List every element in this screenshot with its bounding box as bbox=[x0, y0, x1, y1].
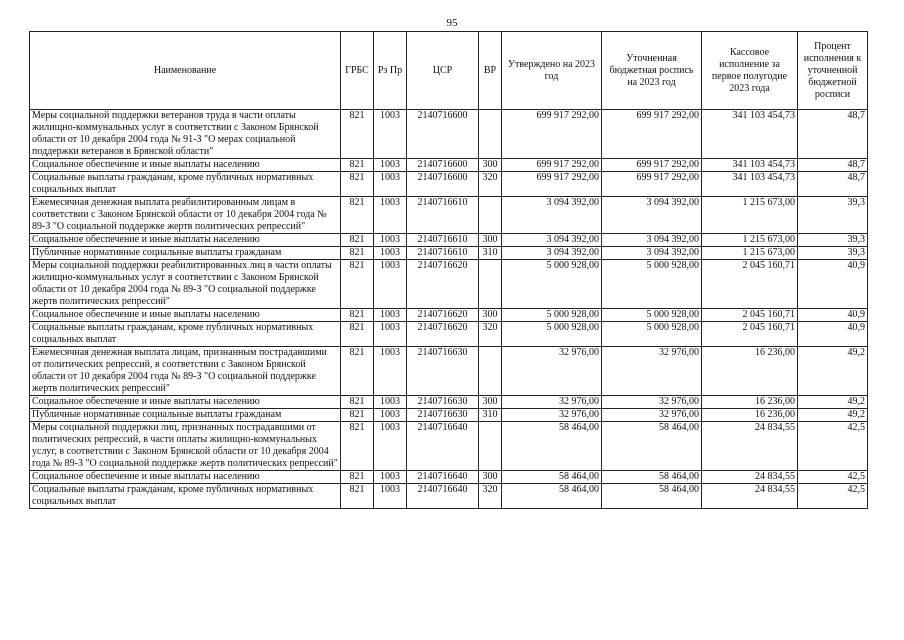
row-grbs: 821 bbox=[341, 396, 374, 409]
row-vr bbox=[479, 422, 502, 471]
row-vr: 300 bbox=[479, 309, 502, 322]
col-header-refined: Уточненная бюджетная роспись на 2023 год bbox=[602, 32, 702, 110]
row-rzpr: 1003 bbox=[374, 347, 407, 396]
row-refined: 699 917 292,00 bbox=[602, 110, 702, 159]
row-refined: 32 976,00 bbox=[602, 347, 702, 396]
row-refined: 58 464,00 bbox=[602, 471, 702, 484]
table-row bbox=[30, 347, 868, 396]
row-cash: 16 236,00 bbox=[702, 409, 798, 422]
row-name: Ежемесячная денежная выплата лицам, признанным пострадавшими от политических репрессий, в соответствии с Законом Брянской области от 10 декабря 2004 года № 89-З "О социальной поддержке жертв политических репрессий" bbox=[30, 347, 341, 396]
col-header-vr: ВР bbox=[479, 32, 502, 110]
row-grbs: 821 bbox=[341, 471, 374, 484]
row-percent: 42,5 bbox=[798, 484, 868, 509]
table-row bbox=[30, 260, 868, 309]
row-rzpr: 1003 bbox=[374, 471, 407, 484]
row-rzpr: 1003 bbox=[374, 247, 407, 260]
row-rzpr: 1003 bbox=[374, 396, 407, 409]
row-refined: 3 094 392,00 bbox=[602, 247, 702, 260]
row-name: Публичные нормативные социальные выплаты гражданам bbox=[30, 247, 341, 260]
row-approved: 58 464,00 bbox=[502, 422, 602, 471]
row-rzpr: 1003 bbox=[374, 159, 407, 172]
row-cash: 1 215 673,00 bbox=[702, 197, 798, 234]
table-row bbox=[30, 409, 868, 422]
row-name: Меры социальной поддержки лиц, признанных пострадавшими от политических репрессий, в части оплаты жилищно-коммунальных услуг, в соответствии с Законом Брянской области от 10 декабря 2004 года № 89-З "О социальной поддержке жертв политических репрессий" bbox=[30, 422, 341, 471]
row-csr: 2140716630 bbox=[407, 409, 479, 422]
row-percent: 40,9 bbox=[798, 260, 868, 309]
col-header-cash: Кассовое исполнение за первое полугодие 2023 года bbox=[702, 32, 798, 110]
row-csr: 2140716620 bbox=[407, 322, 479, 347]
col-header-name: Наименование bbox=[30, 32, 341, 110]
row-percent: 49,2 bbox=[798, 396, 868, 409]
row-percent: 39,3 bbox=[798, 197, 868, 234]
row-cash: 16 236,00 bbox=[702, 396, 798, 409]
col-header-csr: ЦСР bbox=[407, 32, 479, 110]
row-cash: 1 215 673,00 bbox=[702, 234, 798, 247]
row-grbs: 821 bbox=[341, 409, 374, 422]
row-csr: 2140716630 bbox=[407, 396, 479, 409]
row-csr: 2140716600 bbox=[407, 110, 479, 159]
row-name: Социальное обеспечение и иные выплаты населению bbox=[30, 159, 341, 172]
row-refined: 699 917 292,00 bbox=[602, 159, 702, 172]
row-percent: 42,5 bbox=[798, 471, 868, 484]
table-row bbox=[30, 197, 868, 234]
row-csr: 2140716620 bbox=[407, 260, 479, 309]
row-grbs: 821 bbox=[341, 260, 374, 309]
row-csr: 2140716600 bbox=[407, 172, 479, 197]
row-approved: 32 976,00 bbox=[502, 409, 602, 422]
row-cash: 24 834,55 bbox=[702, 471, 798, 484]
row-cash: 2 045 160,71 bbox=[702, 309, 798, 322]
row-percent: 39,3 bbox=[798, 234, 868, 247]
row-cash: 16 236,00 bbox=[702, 347, 798, 396]
row-csr: 2140716600 bbox=[407, 159, 479, 172]
row-rzpr: 1003 bbox=[374, 409, 407, 422]
row-grbs: 821 bbox=[341, 172, 374, 197]
row-vr: 300 bbox=[479, 396, 502, 409]
row-refined: 32 976,00 bbox=[602, 396, 702, 409]
row-cash: 2 045 160,71 bbox=[702, 322, 798, 347]
row-cash: 1 215 673,00 bbox=[702, 247, 798, 260]
row-grbs: 821 bbox=[341, 309, 374, 322]
row-name: Публичные нормативные социальные выплаты гражданам bbox=[30, 409, 341, 422]
row-percent: 42,5 bbox=[798, 422, 868, 471]
row-grbs: 821 bbox=[341, 234, 374, 247]
row-vr: 310 bbox=[479, 409, 502, 422]
row-rzpr: 1003 bbox=[374, 484, 407, 509]
row-percent: 49,2 bbox=[798, 409, 868, 422]
row-name: Социальное обеспечение и иные выплаты населению bbox=[30, 234, 341, 247]
row-grbs: 821 bbox=[341, 422, 374, 471]
header-row bbox=[30, 32, 868, 110]
row-approved: 5 000 928,00 bbox=[502, 322, 602, 347]
page-number: 95 bbox=[446, 17, 458, 29]
row-name: Социальное обеспечение и иные выплаты населению bbox=[30, 396, 341, 409]
table-row bbox=[30, 484, 868, 509]
col-header-grbs: ГРБС bbox=[341, 32, 374, 110]
row-refined: 5 000 928,00 bbox=[602, 309, 702, 322]
table-row bbox=[30, 422, 868, 471]
row-approved: 699 917 292,00 bbox=[502, 172, 602, 197]
row-approved: 699 917 292,00 bbox=[502, 159, 602, 172]
row-name: Социальное обеспечение и иные выплаты населению bbox=[30, 471, 341, 484]
row-vr: 300 bbox=[479, 159, 502, 172]
row-csr: 2140716640 bbox=[407, 471, 479, 484]
row-refined: 5 000 928,00 bbox=[602, 260, 702, 309]
row-csr: 2140716610 bbox=[407, 234, 479, 247]
row-csr: 2140716610 bbox=[407, 247, 479, 260]
table-row bbox=[30, 159, 868, 172]
row-approved: 32 976,00 bbox=[502, 396, 602, 409]
row-name: Меры социальной поддержки реабилитированных лиц в части оплаты жилищно-коммунальных услуг в соответствии с Законом Брянской области от 10 декабря 2004 года № 89-З "О социальной поддержке жертв политических репрессий" bbox=[30, 260, 341, 309]
row-approved: 5 000 928,00 bbox=[502, 260, 602, 309]
row-rzpr: 1003 bbox=[374, 172, 407, 197]
col-header-percent: Процент исполнения к уточненной бюджетной росписи bbox=[798, 32, 868, 110]
row-percent: 40,9 bbox=[798, 322, 868, 347]
row-csr: 2140716640 bbox=[407, 484, 479, 509]
row-refined: 58 464,00 bbox=[602, 484, 702, 509]
row-grbs: 821 bbox=[341, 347, 374, 396]
row-csr: 2140716630 bbox=[407, 347, 479, 396]
row-refined: 5 000 928,00 bbox=[602, 322, 702, 347]
row-refined: 699 917 292,00 bbox=[602, 172, 702, 197]
row-rzpr: 1003 bbox=[374, 197, 407, 234]
row-approved: 3 094 392,00 bbox=[502, 234, 602, 247]
row-vr bbox=[479, 110, 502, 159]
row-percent: 49,2 bbox=[798, 347, 868, 396]
row-approved: 58 464,00 bbox=[502, 471, 602, 484]
row-rzpr: 1003 bbox=[374, 260, 407, 309]
row-vr: 320 bbox=[479, 322, 502, 347]
table-row bbox=[30, 471, 868, 484]
row-grbs: 821 bbox=[341, 484, 374, 509]
row-grbs: 821 bbox=[341, 159, 374, 172]
row-percent: 48,7 bbox=[798, 110, 868, 159]
row-vr: 310 bbox=[479, 247, 502, 260]
row-refined: 3 094 392,00 bbox=[602, 197, 702, 234]
row-approved: 3 094 392,00 bbox=[502, 247, 602, 260]
row-cash: 24 834,55 bbox=[702, 422, 798, 471]
row-cash: 341 103 454,73 bbox=[702, 172, 798, 197]
row-approved: 32 976,00 bbox=[502, 347, 602, 396]
col-header-rzpr: Рз Пр bbox=[374, 32, 407, 110]
row-vr: 320 bbox=[479, 172, 502, 197]
row-rzpr: 1003 bbox=[374, 322, 407, 347]
row-grbs: 821 bbox=[341, 247, 374, 260]
row-csr: 2140716610 bbox=[407, 197, 479, 234]
row-name: Социальное обеспечение и иные выплаты населению bbox=[30, 309, 341, 322]
row-approved: 58 464,00 bbox=[502, 484, 602, 509]
row-vr: 300 bbox=[479, 471, 502, 484]
row-percent: 39,3 bbox=[798, 247, 868, 260]
row-cash: 341 103 454,73 bbox=[702, 110, 798, 159]
row-csr: 2140716620 bbox=[407, 309, 479, 322]
row-grbs: 821 bbox=[341, 322, 374, 347]
row-percent: 40,9 bbox=[798, 309, 868, 322]
row-vr bbox=[479, 347, 502, 396]
budget-table bbox=[29, 31, 868, 509]
row-percent: 48,7 bbox=[798, 159, 868, 172]
row-vr: 320 bbox=[479, 484, 502, 509]
table-row bbox=[30, 172, 868, 197]
table-row bbox=[30, 322, 868, 347]
row-refined: 58 464,00 bbox=[602, 422, 702, 471]
row-name: Ежемесячная денежная выплата реабилитированным лицам в соответствии с Законом Брянской области от 10 декабря 2004 года № 89-З "О социальной поддержке жертв политических репрессий" bbox=[30, 197, 341, 234]
table-row bbox=[30, 110, 868, 159]
row-approved: 699 917 292,00 bbox=[502, 110, 602, 159]
row-cash: 2 045 160,71 bbox=[702, 260, 798, 309]
row-refined: 3 094 392,00 bbox=[602, 234, 702, 247]
table-row bbox=[30, 309, 868, 322]
row-approved: 5 000 928,00 bbox=[502, 309, 602, 322]
row-rzpr: 1003 bbox=[374, 234, 407, 247]
row-approved: 3 094 392,00 bbox=[502, 197, 602, 234]
row-grbs: 821 bbox=[341, 110, 374, 159]
row-vr: 300 bbox=[479, 234, 502, 247]
table-row bbox=[30, 396, 868, 409]
row-name: Социальные выплаты гражданам, кроме публичных нормативных социальных выплат bbox=[30, 322, 341, 347]
row-vr bbox=[479, 260, 502, 309]
row-rzpr: 1003 bbox=[374, 110, 407, 159]
col-header-approved: Утверждено на 2023 год bbox=[502, 32, 602, 110]
row-name: Социальные выплаты гражданам, кроме публичных нормативных социальных выплат bbox=[30, 172, 341, 197]
row-name: Социальные выплаты гражданам, кроме публичных нормативных социальных выплат bbox=[30, 484, 341, 509]
row-rzpr: 1003 bbox=[374, 422, 407, 471]
row-vr bbox=[479, 197, 502, 234]
table-row bbox=[30, 247, 868, 260]
row-csr: 2140716640 bbox=[407, 422, 479, 471]
row-cash: 341 103 454,73 bbox=[702, 159, 798, 172]
row-rzpr: 1003 bbox=[374, 309, 407, 322]
row-name: Меры социальной поддержки ветеранов труда в части оплаты жилищно-коммунальных услуг в соответствии с Законом Брянской области от 10 декабря 2004 года № 91-З "О мерах социальной поддержки ветеранов в Брянской области" bbox=[30, 110, 341, 159]
row-refined: 32 976,00 bbox=[602, 409, 702, 422]
table-row bbox=[30, 234, 868, 247]
row-grbs: 821 bbox=[341, 197, 374, 234]
row-cash: 24 834,55 bbox=[702, 484, 798, 509]
row-percent: 48,7 bbox=[798, 172, 868, 197]
